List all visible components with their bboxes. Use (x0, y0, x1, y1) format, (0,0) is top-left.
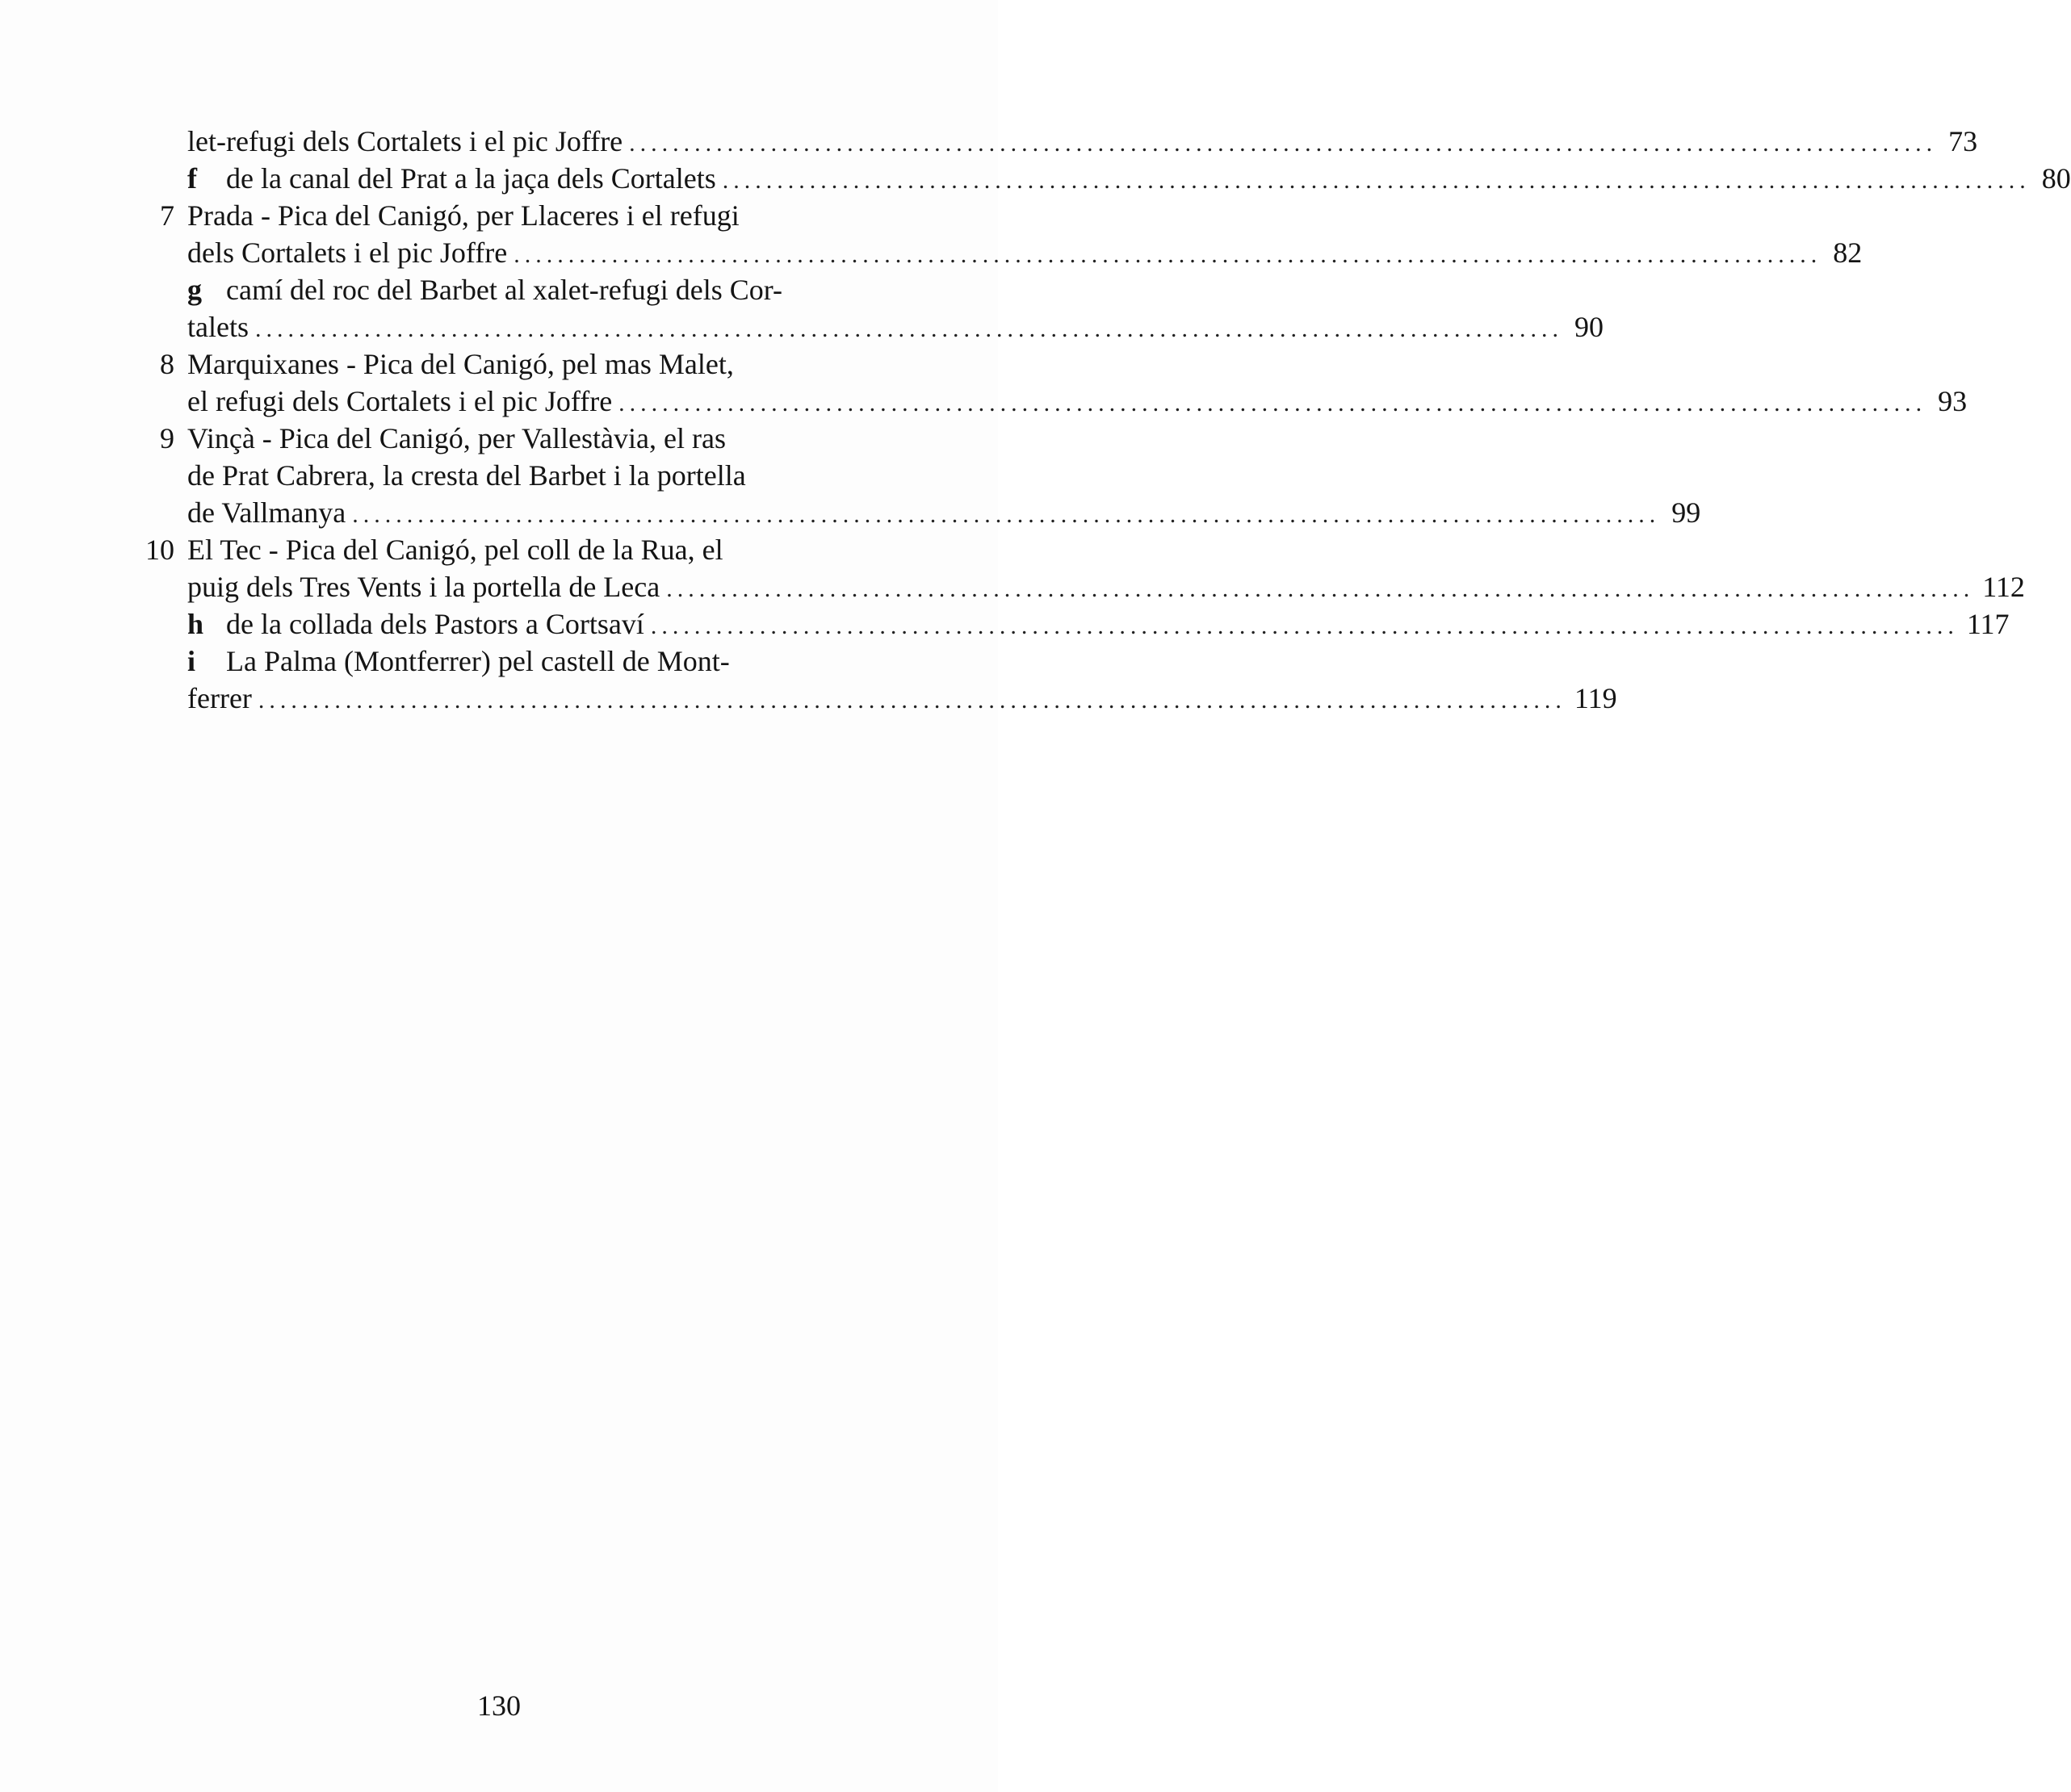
dot-leader: ........................................................................................................................ (254, 316, 1563, 342)
toc-entry-text-wrap (187, 420, 726, 457)
toc-entry-text-wrap (187, 271, 782, 308)
toc-line (129, 568, 2025, 605)
toc-entry-text: talets (187, 311, 249, 343)
toc-entry (187, 605, 2010, 645)
toc-entry-text: La Palma (Montferrer) pel castell de Mont- (226, 645, 730, 677)
toc-line (129, 643, 904, 680)
toc-line (129, 457, 904, 494)
toc-entry (187, 643, 904, 680)
toc-entry (187, 123, 1978, 162)
toc-entry-text: de la canal del Prat a la jaça dels Cortalets (226, 162, 716, 195)
toc-entry-text-wrap (187, 680, 252, 717)
toc-entry-text: puig dels Tres Vents i la portella de Leca (187, 571, 660, 603)
toc-entry-text-wrap (187, 605, 644, 643)
toc-entry (187, 531, 904, 568)
toc-entry-text: de Prat Cabrera, la cresta del Barbet i la portella (187, 459, 746, 492)
toc-page-number: 112 (1982, 571, 2025, 603)
toc-line (129, 123, 1978, 160)
toc-variant-letter: i (187, 645, 196, 677)
toc-line (129, 308, 1604, 345)
toc-route-number: 10 (145, 534, 174, 566)
toc-page-number: 90 (1574, 311, 1604, 343)
dot-leader: ........................................................................................................................ (514, 241, 1822, 268)
toc-entry-text-wrap (187, 234, 507, 271)
toc-entry (187, 383, 1968, 422)
toc-entry (187, 420, 904, 457)
toc-page-number: 99 (1671, 496, 1701, 529)
toc-entry (187, 680, 1617, 719)
toc-page-number: 119 (1574, 682, 1617, 714)
toc-entry-text: el refugi dels Cortalets i el pic Joffre (187, 385, 613, 417)
toc-line (129, 160, 2071, 197)
toc-entry-text-wrap (187, 345, 734, 383)
toc-page-number: 73 (1948, 125, 1978, 157)
page-number: 130 (477, 1689, 521, 1722)
toc-entry-text: Marquixanes - Pica del Canigó, pel mas Malet, (187, 348, 734, 380)
toc-entry (187, 345, 904, 383)
toc-entry (187, 457, 904, 494)
dot-leader: ........................................................................................................................ (618, 390, 1927, 417)
dot-leader: ........................................................................................................................ (722, 167, 2031, 194)
dot-leader: ........................................................................................................................ (352, 501, 1661, 528)
toc-page-number: 80 (2041, 162, 2071, 195)
toc-line (129, 234, 1863, 271)
toc-entry-text: Vinçà - Pica del Canigó, per Vallestàvia, el ras (187, 422, 726, 454)
toc-entry-text-wrap (187, 308, 249, 345)
toc-entry (187, 271, 904, 308)
toc-entry-text: El Tec - Pica del Canigó, pel coll de la Rua, el (187, 534, 723, 566)
toc-line (129, 531, 904, 568)
toc-entry-text-wrap (187, 123, 623, 160)
toc-entry-text: dels Cortalets i el pic Joffre (187, 237, 508, 269)
toc-entry-text: de la collada dels Pastors a Cortsaví (226, 608, 644, 640)
toc-line (129, 345, 904, 383)
toc-page-number: 82 (1833, 237, 1863, 269)
toc-line (129, 494, 1701, 531)
toc-entry-text-wrap (187, 494, 346, 531)
dot-leader: ........................................................................................................................ (666, 576, 1975, 602)
toc-variant-letter: h (187, 608, 204, 640)
toc-entry (187, 160, 2071, 199)
toc-line (129, 605, 2010, 643)
toc-entry-text-wrap (187, 383, 612, 420)
toc-route-number: 8 (160, 348, 174, 380)
toc-entry-text-wrap (187, 531, 723, 568)
toc-entry-text: let-refugi dels Cortalets i el pic Joffre (187, 125, 623, 157)
toc-line (129, 197, 904, 234)
toc-route-number: 7 (160, 199, 174, 232)
toc-entry-text-wrap (187, 197, 740, 234)
toc-entry (187, 197, 904, 234)
toc-page-number: 93 (1938, 385, 1968, 417)
toc-line (129, 271, 904, 308)
toc-entry-text: de Vallmanya (187, 496, 346, 529)
toc-entry (187, 234, 1863, 274)
toc-line (129, 420, 904, 457)
toc-entry-text-wrap (187, 457, 746, 494)
toc-entry (187, 568, 2025, 608)
dot-leader: ........................................................................................................................ (629, 130, 1938, 157)
toc-entry-text-wrap (187, 568, 660, 605)
dot-leader: ........................................................................................................................ (650, 613, 1959, 639)
toc-variant-letter: g (187, 274, 202, 306)
toc-entry-text: camí del roc del Barbet al xalet-refugi dels Cor- (226, 274, 782, 306)
toc-entry-text: ferrer (187, 682, 252, 714)
toc-entry-text-wrap (187, 643, 730, 680)
toc-variant-letter: f (187, 162, 197, 195)
toc-entry-text: Prada - Pica del Canigó, per Llaceres i el refugi (187, 199, 740, 232)
toc-entry (187, 308, 1604, 348)
toc-entry (187, 494, 1701, 534)
toc-line (129, 680, 1617, 717)
toc-page-number: 117 (1966, 608, 2010, 640)
toc-line (129, 383, 1968, 420)
toc-route-number: 9 (160, 422, 174, 454)
toc-entry-text-wrap (187, 160, 716, 197)
dot-leader: ........................................................................................................................ (258, 687, 1566, 714)
